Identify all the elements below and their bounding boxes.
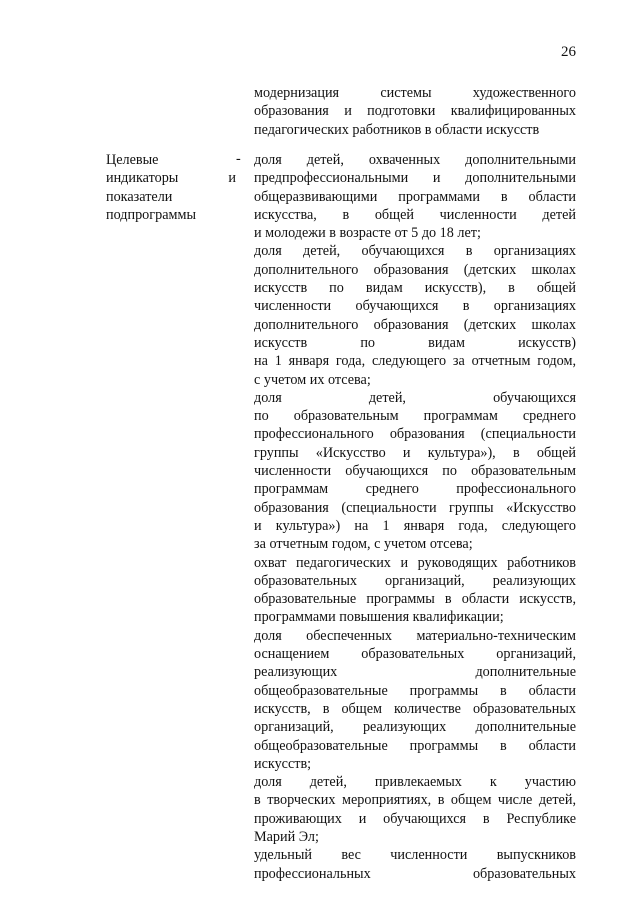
indicator-line: доля детей, обучающихся — [254, 389, 576, 406]
indicator-line: оснащением образовательных организаций, — [254, 646, 576, 663]
indicator-line: общеобразовательные программы в области — [254, 737, 576, 754]
indicator-line: и молодежи в возрасте от 5 до 18 лет; — [254, 225, 481, 242]
indicator-line: профессионального образования (специальности — [254, 426, 576, 443]
intro-line: педагогических работников в области искусств — [254, 121, 540, 138]
indicator-line: проживающих и обучающихся в Республике — [254, 810, 576, 827]
indicator-line: Марий Эл; — [254, 828, 319, 845]
indicator-line: охват педагогических и руководящих работников — [254, 554, 576, 571]
indicator-line: дополнительного образования (детских школах — [254, 261, 576, 278]
indicator-line: численности обучающихся по образовательным — [254, 463, 576, 480]
indicator-line: реализующих дополнительные — [254, 664, 576, 681]
indicator-line: программам среднего профессионального — [254, 481, 576, 498]
section-label-line: Целевые — [106, 152, 159, 168]
indicator-line: предпрофессиональными и дополнительными — [254, 170, 576, 187]
page-number: 26 — [561, 44, 576, 60]
intro-paragraph — [254, 84, 576, 139]
indicator-line: доля детей, привлекаемых к участию — [254, 774, 576, 791]
indicator-line: на 1 января года, следующего за отчетным годом, — [254, 353, 576, 370]
indicator-line: с учетом их отсева; — [254, 371, 371, 388]
indicator-line: по образовательным программам среднего — [254, 408, 576, 425]
indicator-line: организаций, реализующих дополнительные — [254, 719, 576, 736]
indicator-line: образования (специальности группы «Искусство — [254, 499, 576, 516]
indicator-line: искусств по видам искусств), в общей — [254, 280, 576, 297]
indicator-line: дополнительного образования (детских школах — [254, 316, 576, 333]
intro-line: образования и подготовки квалифицированных — [254, 103, 576, 120]
indicator-line: искусств; — [254, 755, 312, 772]
indicator-line: искусств, в общем количестве образовательных — [254, 700, 576, 717]
indicator-line: образовательных организаций, реализующих — [254, 572, 576, 589]
indicator-line: доля детей, охваченных дополнительными — [254, 152, 576, 168]
indicator-line: доля обеспеченных материально-техническим — [254, 627, 576, 644]
section-label-line: индикаторы и — [106, 170, 236, 187]
indicator-line: численности обучающихся в организациях — [254, 298, 576, 315]
indicator-line: искусства, в общей численности детей — [254, 206, 576, 223]
indicator-line: доля детей, обучающихся в организациях — [254, 243, 576, 260]
indicator-line: общеразвивающими программами в области — [254, 188, 576, 205]
section-label — [106, 151, 236, 224]
indicator-line: образовательные программы в области искусств, — [254, 591, 576, 608]
label-dash: - — [236, 151, 241, 167]
indicator-line: в творческих мероприятиях, в общем числе детей, — [254, 792, 576, 809]
section-label-line: показатели — [106, 188, 173, 205]
section-label-line: подпрограммы — [106, 206, 196, 223]
indicator-line: и культура») на 1 января года, следующего — [254, 517, 576, 534]
intro-line: модернизация системы художественного — [254, 85, 576, 101]
indicator-line: группы «Искусство и культура»), в общей — [254, 444, 576, 461]
indicator-line: за отчетным годом, с учетом отсева; — [254, 536, 473, 553]
indicator-line: удельный вес численности выпускников — [254, 847, 576, 864]
indicator-line: общеобразовательные программы в области — [254, 682, 576, 699]
indicator-line: профессиональных образовательных — [254, 865, 576, 882]
indicator-line: программами повышения квалификации; — [254, 609, 504, 626]
indicators-list — [254, 151, 576, 883]
indicator-line: искусств по видам искусств) — [254, 334, 576, 351]
